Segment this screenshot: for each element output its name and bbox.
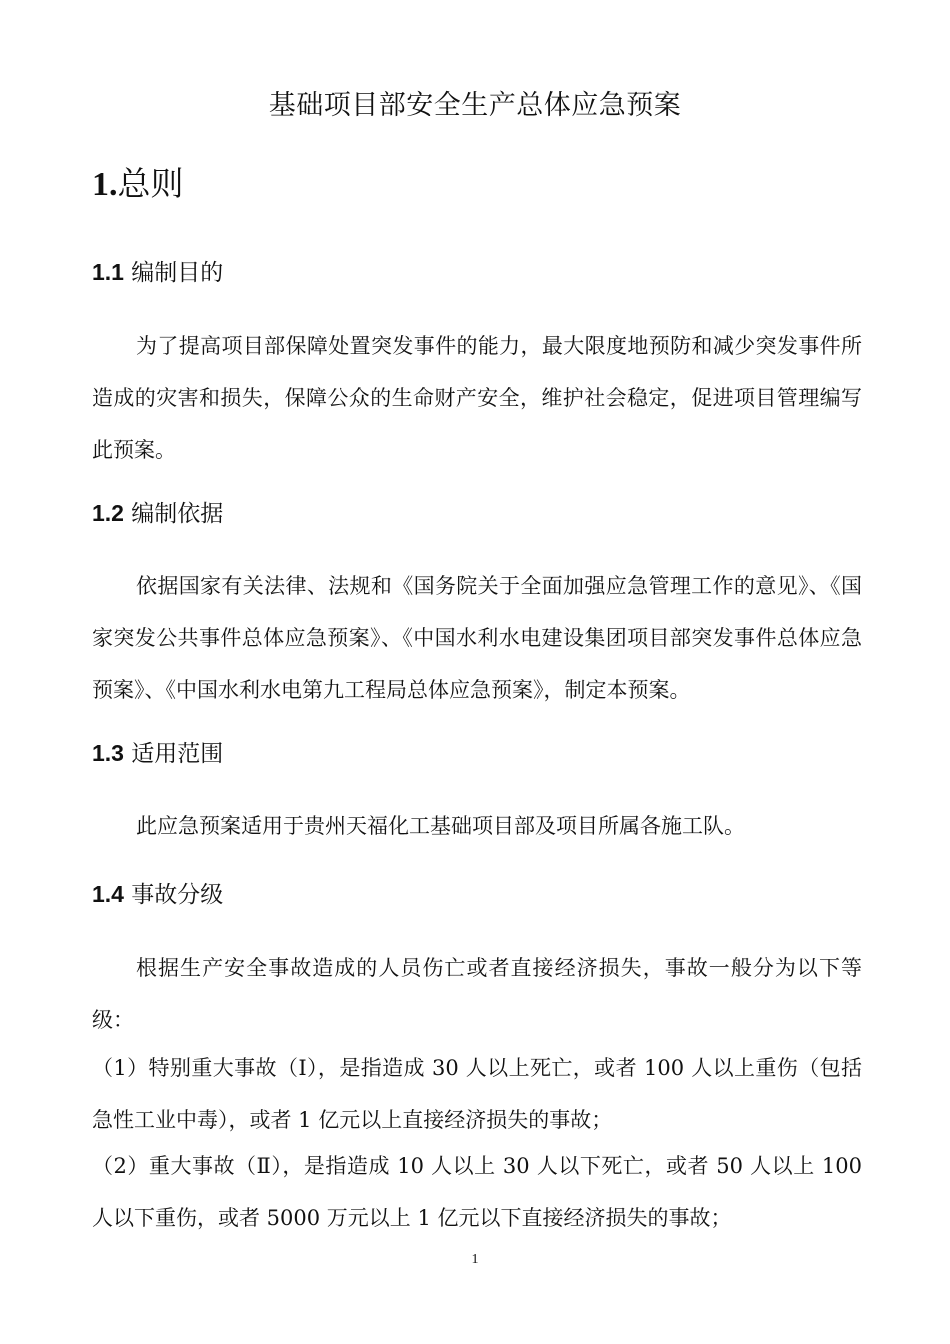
paragraph-level-2: （2）重大事故（Ⅱ），是指造成 10 人以上 30 人以下死亡，或者 50 人以上 100 人以下重伤，或者 5000 万元以上 1 亿元以下直接经济损失的事故；	[92, 1154, 862, 1230]
chapter-heading	[92, 160, 184, 209]
section-heading-1-4	[92, 877, 223, 912]
section-title: 事故分级	[131, 882, 224, 908]
section-heading-1-2	[92, 496, 223, 531]
section-title: 编制依据	[131, 501, 224, 527]
document-title: 基础项目部安全生产总体应急预案	[268, 90, 682, 121]
section-number: 1.4	[92, 881, 124, 907]
section-heading-1-1	[92, 255, 223, 290]
section-heading-1-3	[92, 736, 223, 771]
paragraph-purpose: 为了提高项目部保障处置突发事件的能力，最大限度地预防和减少突发事件所造成的灾害和损失，保障公众的生命财产安全，维护社会稳定，促进项目管理编写此预案。	[92, 334, 862, 462]
paragraph-level-1: （1）特别重大事故（Ⅰ），是指造成 30 人以上死亡，或者 100 人以上重伤（包括急性工业中毒），或者 1 亿元以上直接经济损失的事故；	[92, 1056, 862, 1132]
paragraph-basis: 依据国家有关法律、法规和《国务院关于全面加强应急管理工作的意见》、《国家突发公共事件总体应急预案》、《中国水利水电建设集团项目部突发事件总体应急预案》、《中国水利水电第九工程局总体应急预案》，制定本预案。	[92, 574, 862, 702]
page-number: 1	[471, 1252, 479, 1267]
section-number: 1.2	[92, 500, 124, 526]
section-title: 适用范围	[131, 741, 224, 767]
section-number: 1.1	[92, 259, 124, 285]
paragraph-scope: 此应急预案适用于贵州天福化工基础项目部及项目所属各施工队。	[136, 814, 745, 838]
section-title: 编制目的	[131, 260, 224, 286]
chapter-number: 1.	[92, 166, 118, 203]
section-number: 1.3	[92, 740, 124, 766]
paragraph-classification-intro: 根据生产安全事故造成的人员伤亡或者直接经济损失，事故一般分为以下等级：	[92, 956, 862, 1032]
chapter-title: 总则	[117, 164, 184, 203]
